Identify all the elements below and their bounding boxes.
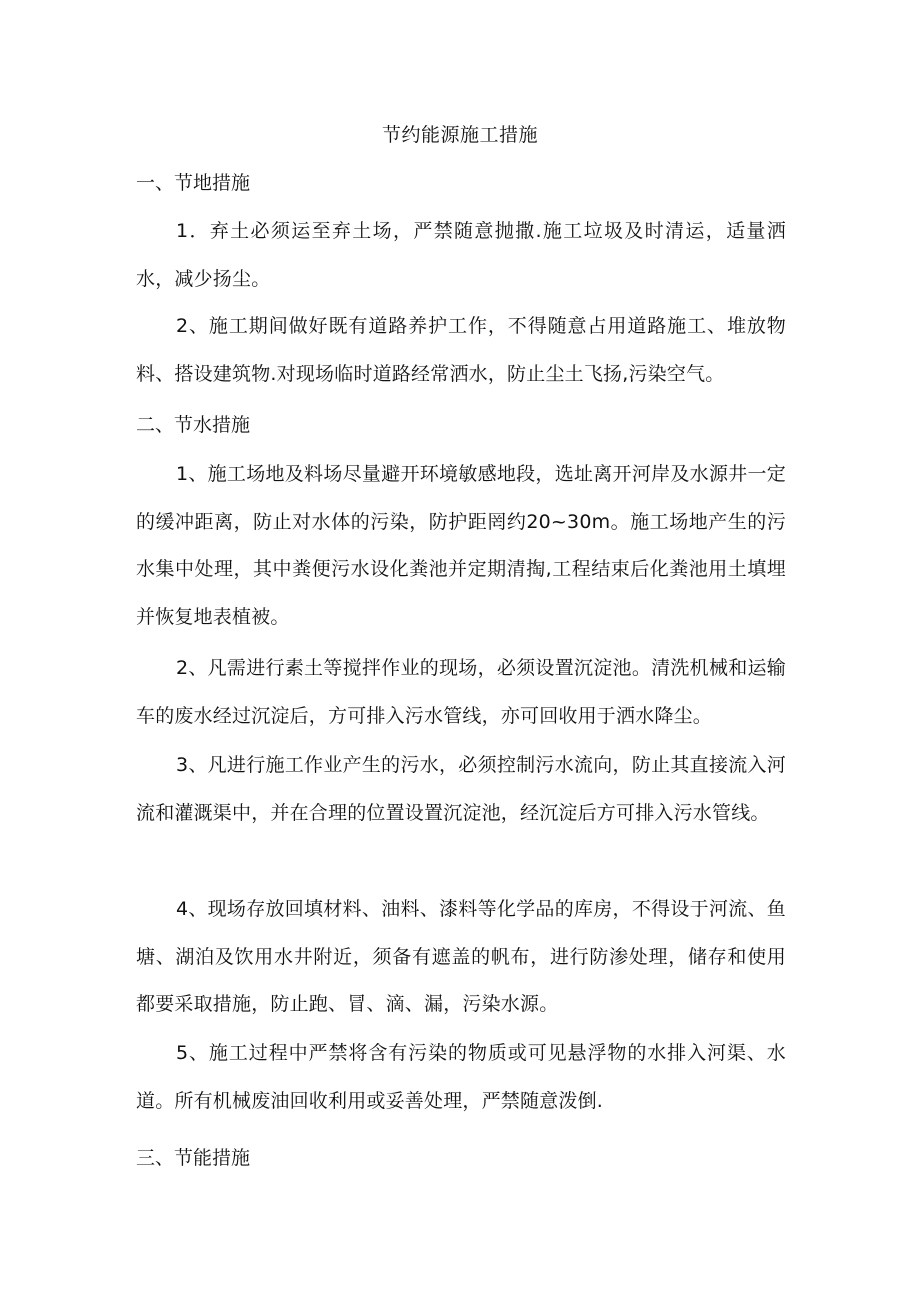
paragraph-water-5: 5、施工过程中严禁将含有污染的物质或可见悬浮物的水排入河渠、水道。所有机械废油回收利用或妥善处理，严禁随意泼倒.: [136, 1042, 786, 1112]
paragraph-water-3: 3、凡进行施工作业产生的污水，必须控制污水流向，防止其直接流入河流和灌溉渠中，并在合理的位置设置沉淀池，经沉淀后方可排入污水管线。: [136, 754, 786, 824]
page-title: 节约能源施工措施: [381, 124, 538, 146]
paragraph-water-2: 2、凡需进行素土等搅拌作业的现场，必须设置沉淀池。清洗机械和运输车的废水经过沉淀后，方可排入污水管线，亦可回收用于洒水降尘。: [136, 657, 786, 727]
paragraph-water-4: 4、现场存放回填材料、油料、漆料等化学品的库房，不得设于河流、鱼塘、湖泊及饮用水井附近，须备有遮盖的帆布，进行防渗处理，储存和使用都要采取措施，防止跑、冒、滴、漏，污染水源。: [136, 898, 786, 1015]
section-heading-water: 二、节水措施: [136, 414, 251, 436]
paragraph-land-1: 1．弃土必须运至弃土场，严禁随意抛撒.施工垃圾及时清运，适量洒水，减少扬尘。: [136, 220, 786, 290]
paragraph-land-2: 2、施工期间做好既有道路养护工作，不得随意占用道路施工、堆放物料、搭设建筑物.对现场临时道路经常洒水，防止尘土飞扬,污染空气。: [136, 315, 786, 385]
section-heading-land: 一、节地措施: [136, 172, 251, 194]
paragraph-water-1: 1、施工场地及料场尽量避开环境敏感地段，选址离开河岸及水源井一定的缓冲距离，防止对水体的污染，防护距罔约20~30m。施工场地产生的污水集中处理，其中粪便污水设化粪池并定期清掏,工程结束后化粪池用土填埋并恢复地表植被。: [136, 463, 786, 628]
section-heading-energy: 三、节能措施: [136, 1147, 251, 1169]
